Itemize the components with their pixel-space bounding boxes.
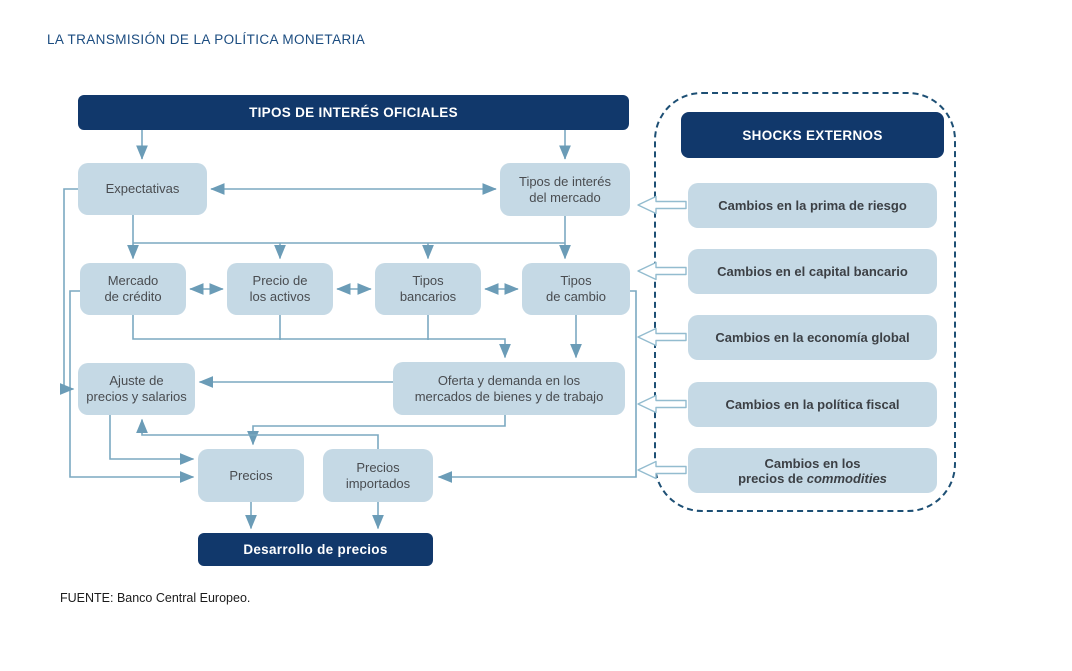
node-prices: Precios [198,449,304,502]
node-exchange-rates: Tipos de cambio [522,263,630,315]
shock-global-economy-label: Cambios en la economía global [715,330,910,345]
node-official-interest-rates: TIPOS DE INTERÉS OFICIALES [78,95,629,130]
node-import-prices: Precios importados [323,449,433,502]
arrow-wage-to-prices [110,415,194,459]
arrow-imports-to-wage [142,420,378,450]
node-price-development: Desarrollo de precios [198,533,433,566]
node-market-interest-rates: Tipos de interés del mercado [500,163,630,216]
node-wage-price-setting: Ajuste de precios y salarios [78,363,195,415]
external-shocks-header: SHOCKS EXTERNOS [681,112,944,158]
node-bank-rates: Tipos bancarios [375,263,481,315]
arrow-expectations-to-wage [64,189,78,389]
figure-title: LA TRANSMISIÓN DE LA POLÍTICA MONETARIA [47,32,366,47]
shock-commodity-prices-label: Cambios en los precios de commodities [738,455,887,486]
node-asset-prices: Precio de los activos [227,263,333,315]
node-credit-market: Mercado de crédito [80,263,186,315]
arrow-supply-to-prices [253,415,505,445]
shock-global-economy [688,315,937,360]
source-note: FUENTE: Banco Central Europeo. [60,591,251,605]
shock-fiscal-policy [688,382,937,427]
commodities-italic-label: commodities [806,470,887,486]
arrow-row2-to-supply-demand [133,315,505,358]
shock-commodity-prices [688,448,937,493]
node-expectations: Expectativas [78,163,207,215]
shock-bank-capital-label: Cambios en el capital bancario [717,264,908,279]
shock-bank-capital [688,249,937,294]
shock-fiscal-policy-label: Cambios en la política fiscal [725,397,900,412]
shock-risk-premium [688,183,937,228]
shock-risk-premium-label: Cambios en la prima de riesgo [718,198,907,213]
node-supply-demand: Oferta y demanda en los mercados de bienes y de trabajo [393,362,625,415]
